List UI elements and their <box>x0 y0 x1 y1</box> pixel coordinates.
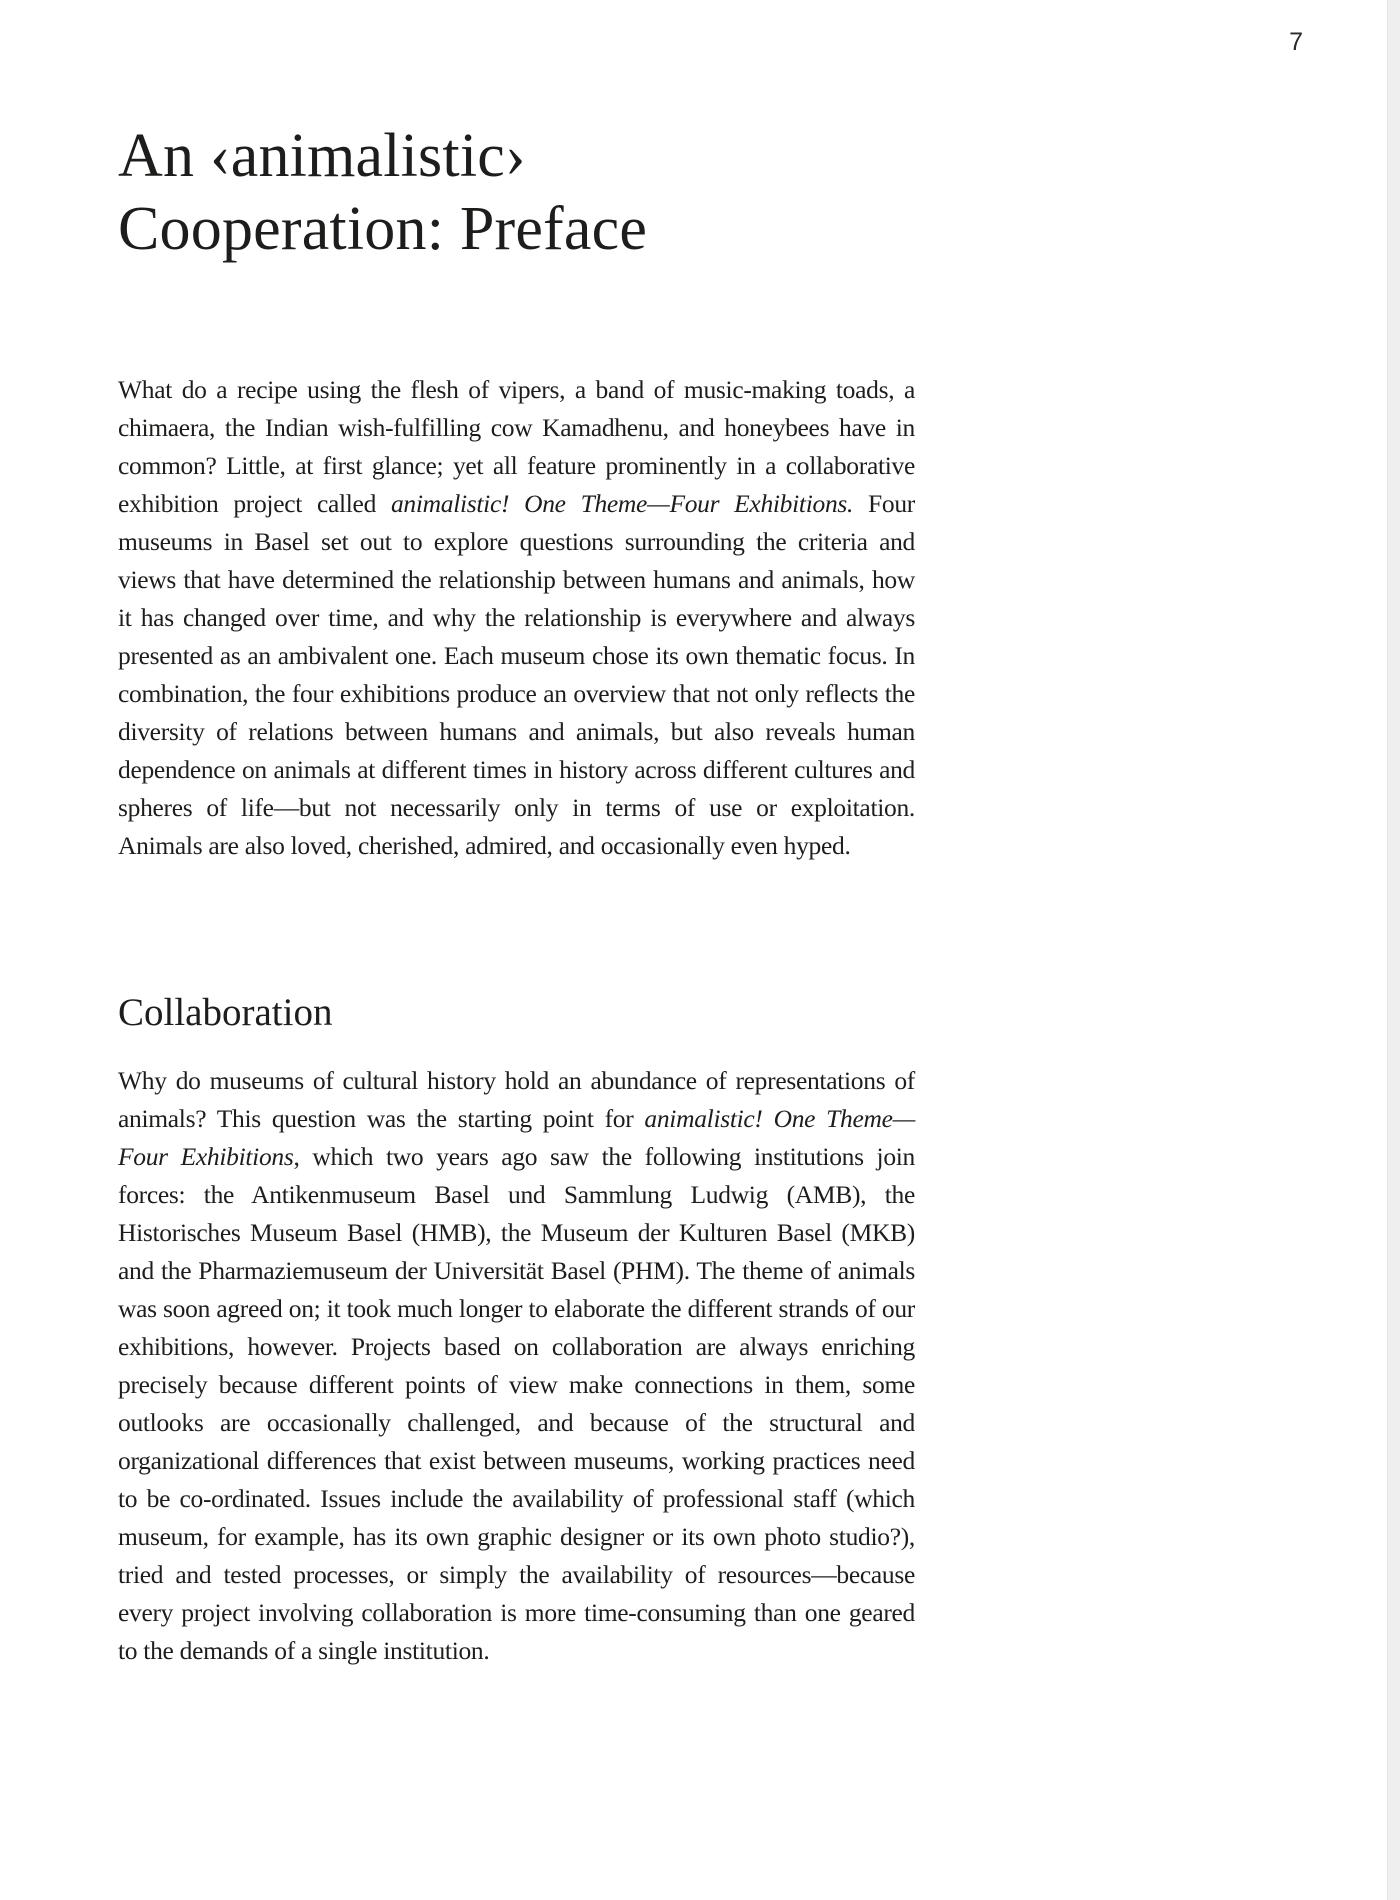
preface-paragraph: What do a recipe using the flesh of vipers, a band of music-making toads, a chimaera, the Indian wish-fulfilling cow Kamadhenu, and honeybees have in common? Little, at first glance; yet all feature prominently in a collaborative exhibition project called animalistic! One Theme—Four Exhibitions. Four museums in Basel set out to explore questions surrounding the criteria and views that have determined the relationship between humans and animals, how it has changed over time, and why the relationship is everywhere and always presented as an ambivalent one. Each museum chose its own thematic focus. In combination, the four exhibitions produce an overview that not only reflects the diversity of relations between humans and animals, but also reveals human dependence on animals at different times in history across different cultures and spheres of life—but not necessarily only in terms of use or exploitation. Animals are also loved, cherished, admired, and occasionally even hyped. <box>118 375 915 860</box>
chapter-title: An ‹animalistic› Cooperation: Preface <box>118 122 648 263</box>
page-edge-strip <box>1387 0 1400 1900</box>
collaboration-paragraph: Why do museums of cultural history hold an abundance of representations of animals? This question was the starting point for animalistic! One Theme—Four Exhibitions, which two years ago saw the following institutions join forces: the Antikenmuseum Basel und Sammlung Ludwig (AMB), the Historisches Museum Basel (HMB), the Museum der Kulturen Basel (MKB) and the Pharmaziemuseum der Universität Basel (PHM). The theme of animals was soon agreed on; it took much longer to elaborate the different strands of our exhibitions, however. Projects based on collaboration are always enriching precisely because different points of view make connections in them, some outlooks are occasionally challenged, and because of the structural and organizational differences that exist between museums, working practices need to be co-ordinated. Issues include the availability of professional staff (which museum, for example, has its own graphic designer or its own photo studio?), tried and tested processes, or simply the availability of resources—because every project involving collaboration is more time-consuming than one geared to the demands of a single institution. <box>118 1066 915 1665</box>
section-heading-collaboration: Collaboration <box>118 991 333 1034</box>
page-number: 7 <box>1289 28 1303 56</box>
